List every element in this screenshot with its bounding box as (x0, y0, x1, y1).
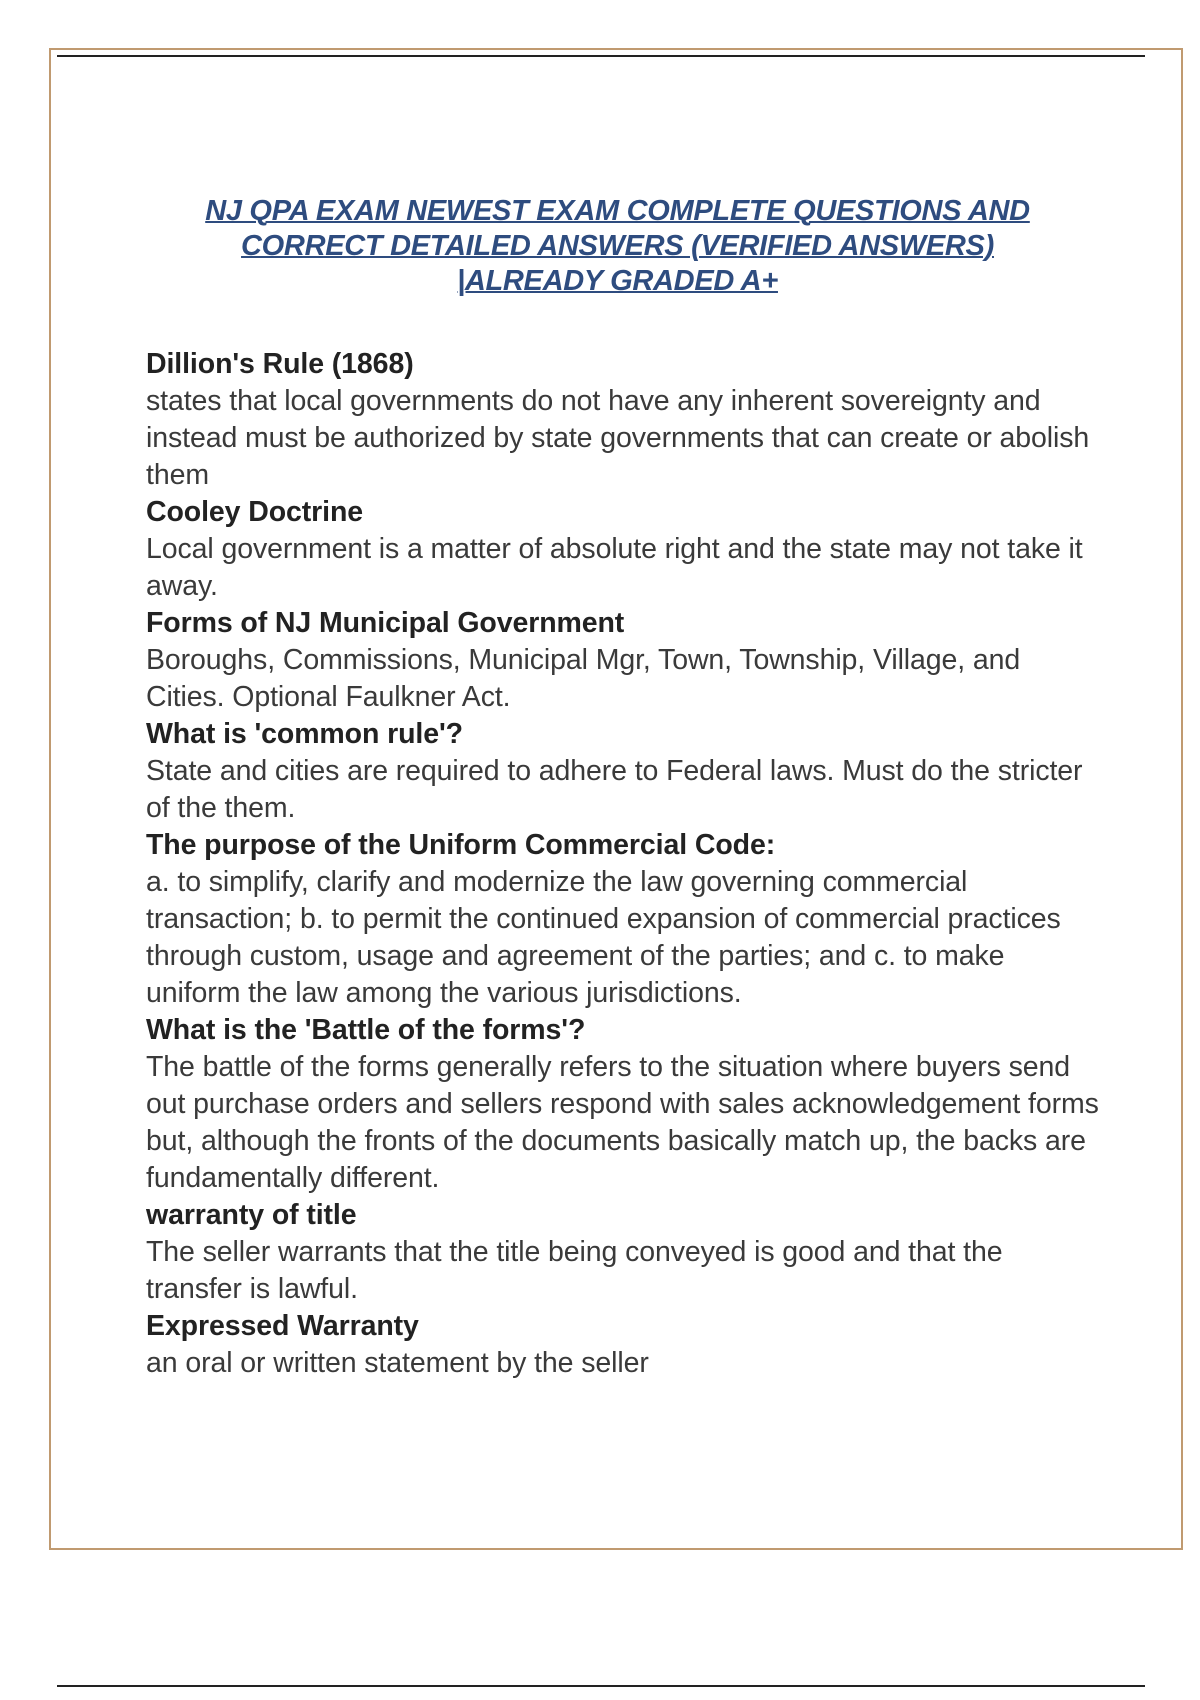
qa-definition: states that local governments do not have any inherent sovereignty and instead must be authorized by state governments that can create or abolish them (146, 385, 1090, 491)
document-title (120, 194, 1115, 299)
qa-term: Expressed Warranty (146, 1310, 419, 1342)
qa-item-nj-municipal-forms (146, 605, 1106, 716)
qa-item-ucc-purpose (146, 827, 1106, 1012)
qa-term: What is 'common rule'? (146, 718, 463, 750)
qa-definition: The battle of the forms generally refers to the situation where buyers send out purchase orders and sellers respond with sales acknowledgement forms but, although the fronts of the documents basically match up, the backs are fundamentally different. (146, 1051, 1099, 1194)
qa-item-cooley-doctrine (146, 494, 1106, 605)
qa-term: What is the 'Battle of the forms'? (146, 1014, 586, 1046)
title-line-2: CORRECT DETAILED ANSWERS (VERIFIED ANSWERS) (241, 230, 994, 262)
bottom-rule (57, 1685, 1145, 1687)
qa-list (146, 346, 1106, 1382)
qa-definition: Boroughs, Commissions, Municipal Mgr, Town, Township, Village, and Cities. Optional Faulkner Act. (146, 644, 1021, 713)
qa-item-common-rule (146, 716, 1106, 827)
qa-term: Dillion's Rule (1868) (146, 348, 414, 380)
title-line-1: NJ QPA EXAM NEWEST EXAM COMPLETE QUESTIONS AND (205, 195, 1030, 227)
qa-definition: State and cities are required to adhere to Federal laws. Must do the stricter of the them. (146, 755, 1083, 824)
qa-definition: The seller warrants that the title being conveyed is good and that the transfer is lawful. (146, 1236, 1003, 1305)
qa-term: Cooley Doctrine (146, 496, 364, 528)
qa-term: Forms of NJ Municipal Government (146, 607, 625, 639)
qa-item-battle-of-forms (146, 1012, 1106, 1197)
qa-definition: Local government is a matter of absolute right and the state may not take it away. (146, 533, 1083, 602)
qa-item-warranty-of-title (146, 1197, 1106, 1308)
qa-term: warranty of title (146, 1199, 357, 1231)
qa-term: The purpose of the Uniform Commercial Code: (146, 829, 776, 861)
qa-item-expressed-warranty (146, 1308, 1106, 1382)
qa-definition: an oral or written statement by the seller (146, 1347, 649, 1379)
qa-definition: a. to simplify, clarify and modernize the law governing commercial transaction; b. to permit the continued expansion of commercial practices through custom, usage and agreement of the parties; and c. to make uniform the law among the various jurisdictions. (146, 866, 1061, 1009)
qa-item-dillions-rule (146, 346, 1106, 494)
title-line-3: |ALREADY GRADED A+ (457, 265, 778, 297)
